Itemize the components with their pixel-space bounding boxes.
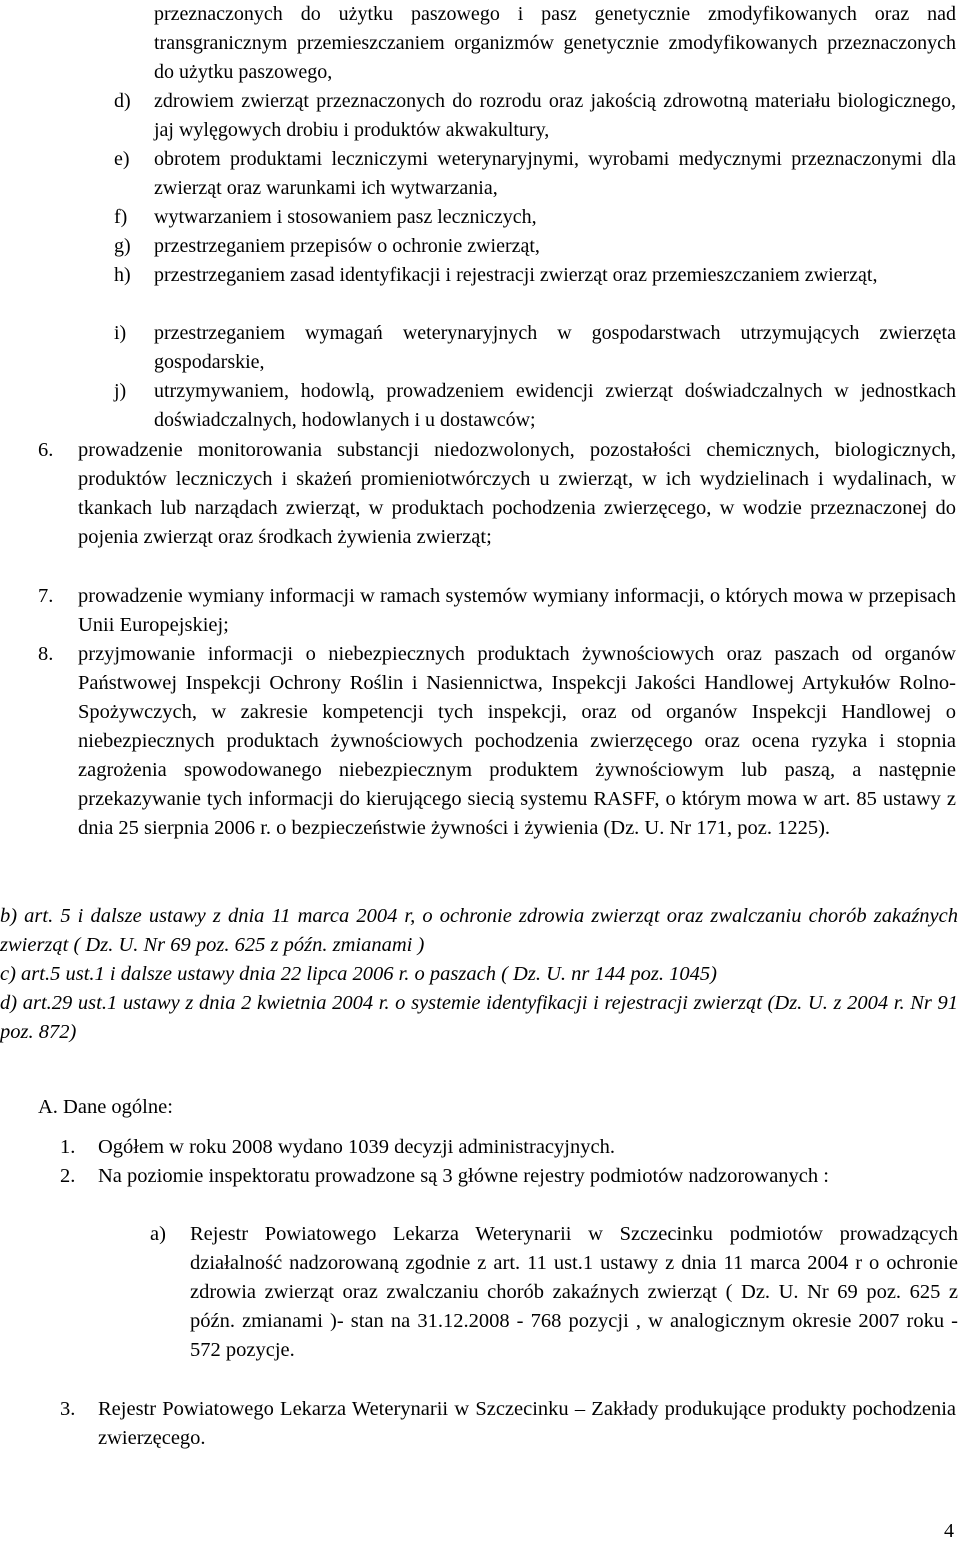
sub-item-label: j)	[114, 380, 127, 402]
sub-item-g	[114, 232, 956, 261]
sub-item-e	[114, 145, 956, 203]
sub-item-i	[114, 319, 956, 377]
sub-item-d	[114, 87, 956, 145]
sub-item-text: obrotem produktami leczniczymi weterynaryjnymi, wyrobami medycznymi przeznaczonymi dla zwierząt oraz warunkami ich wytwarzania,	[154, 148, 956, 199]
section-heading: A. Dane ogólne:	[38, 1096, 173, 1118]
sub-item-text: przestrzeganiem przepisów o ochronie zwierząt,	[154, 235, 540, 257]
sub-item-label: f)	[114, 206, 128, 228]
numbered-item-8	[38, 640, 956, 843]
general-item-1	[60, 1133, 956, 1162]
sub-item-label: g)	[114, 235, 131, 257]
general-item-text: Rejestr Powiatowego Lekarza Weterynarii w Szczecinku – Zakłady produkujące produkty pochodzenia zwierzęcego.	[98, 1398, 956, 1449]
sub-item-label: i)	[114, 322, 127, 344]
sub-item-f	[114, 203, 956, 232]
numbered-item-text: przyjmowanie informacji o niebezpiecznych produktach żywnościowych oraz paszach od organów Państwowej Inspekcji Ochrony Roślin i Nasiennictwa, Inspekcji Jakości Handlowej Artykułów Rolno-Spożywczych, w zakresie kompetencji tych inspekcji, oraz od organów Inspekcji Handlowej o niebezpiecznych produktach żywnościowych pochodzenia zwierzęcego oraz ocena ryzyka i stopnia zagrożenia spowodowanego niebezpiecznym produktem żywnościowym lub paszą, a następnie przekazywanie tych informacji do kierującego siecią systemu RASFF, o którym mowa w art. 85 ustawy z dnia 25 sierpnia 2006 r. o bezpieczeństwie żywności i żywienia (Dz. U. Nr 171, poz. 1225).	[78, 643, 956, 839]
numbered-item-6	[38, 436, 956, 552]
sub-item-label: h)	[114, 264, 131, 286]
sub-item-h	[114, 261, 956, 290]
legal-reference-c: c) art.5 ust.1 i dalsze ustawy dnia 22 lipca 2006 r. o paszach ( Dz. U. nr 144 poz. 1045)	[0, 963, 717, 985]
sub-item-text: wytwarzaniem i stosowaniem pasz leczniczych,	[154, 206, 537, 228]
registry-item-a	[150, 1220, 958, 1365]
sub-item-j	[114, 377, 956, 435]
registry-item-text: Rejestr Powiatowego Lekarza Weterynarii w Szczecinku podmiotów prowadzących działalność nadzorowaną zgodnie z art. 11 ust.1 ustawy z dnia 11 marca 2004 r o ochronie zdrowia zwierząt oraz zwalczaniu chorób zakaźnych zwierząt ( Dz. U. Nr 69 poz. 625 z późn. zmianami )- stan na 31.12.2008 - 768 pozycji , w analogicznym okresie 2007 roku - 572 pozycje.	[190, 1223, 958, 1361]
numbered-item-7	[38, 582, 956, 640]
sub-item-text: zdrowiem zwierząt przeznaczonych do rozrodu oraz jakością zdrowotną materiału biologicznego, jaj wylęgowych drobiu i produktów akwakultury,	[154, 90, 956, 141]
continuation-paragraph	[114, 0, 956, 87]
sub-item-text: przestrzeganiem zasad identyfikacji i rejestracji zwierząt oraz przemieszczaniem zwierząt,	[154, 264, 878, 286]
legal-reference-d: d) art.29 ust.1 ustawy z dnia 2 kwietnia 2004 r. o systemie identyfikacji i rejestracji zwierząt (Dz. U. z 2004 r. Nr 91 poz. 872)	[0, 992, 958, 1043]
general-item-3	[60, 1395, 956, 1453]
page-number: 4	[944, 1520, 954, 1542]
sub-item-label: e)	[114, 148, 130, 170]
sub-item-text: utrzymywaniem, hodowlą, prowadzeniem ewidencji zwierząt doświadczalnych w jednostkach doświadczalnych, hodowlanych i u dostawców;	[154, 380, 956, 431]
general-item-label: 2.	[60, 1165, 76, 1187]
general-item-label: 3.	[60, 1398, 76, 1420]
registry-item-label: a)	[150, 1223, 166, 1245]
numbered-item-label: 7.	[38, 585, 54, 607]
numbered-item-text: prowadzenie wymiany informacji w ramach systemów wymiany informacji, o których mowa w przepisach Unii Europejskiej;	[78, 585, 956, 636]
numbered-item-label: 6.	[38, 439, 54, 461]
general-item-text: Ogółem w roku 2008 wydano 1039 decyzji administracyjnych.	[98, 1136, 615, 1158]
general-item-2	[60, 1162, 956, 1191]
legal-reference-b: b) art. 5 i dalsze ustawy z dnia 11 marca 2004 r, o ochronie zdrowia zwierząt oraz zwalczaniu chorób zakaźnych zwierząt ( Dz. U. Nr 69 poz. 625 z późn. zmianami )	[0, 905, 958, 956]
numbered-item-label: 8.	[38, 643, 54, 665]
continuation-text: przeznaczonych do użytku paszowego i pasz genetycznie zmodyfikowanych oraz nad transgranicznym przemieszczaniem organizmów genetycznie zmodyfikowanych przeznaczonych do użytku paszowego,	[154, 3, 956, 83]
sub-item-label: d)	[114, 90, 131, 112]
sub-item-text: przestrzeganiem wymagań weterynaryjnych w gospodarstwach utrzymujących zwierzęta gospodarskie,	[154, 322, 956, 373]
general-item-label: 1.	[60, 1136, 76, 1158]
general-item-text: Na poziomie inspektoratu prowadzone są 3 główne rejestry podmiotów nadzorowanych :	[98, 1165, 829, 1187]
numbered-item-text: prowadzenie monitorowania substancji niedozwolonych, pozostałości chemicznych, biologicznych, produktów leczniczych i skażeń promieniotwórczych u zwierząt, w ich wydzielinach i wydalinach, w tkankach lub narządach zwierząt, w produktach pochodzenia zwierzęcego, w wodzie przeznaczonej do pojenia zwierząt oraz środkach żywienia zwierząt;	[78, 439, 956, 548]
